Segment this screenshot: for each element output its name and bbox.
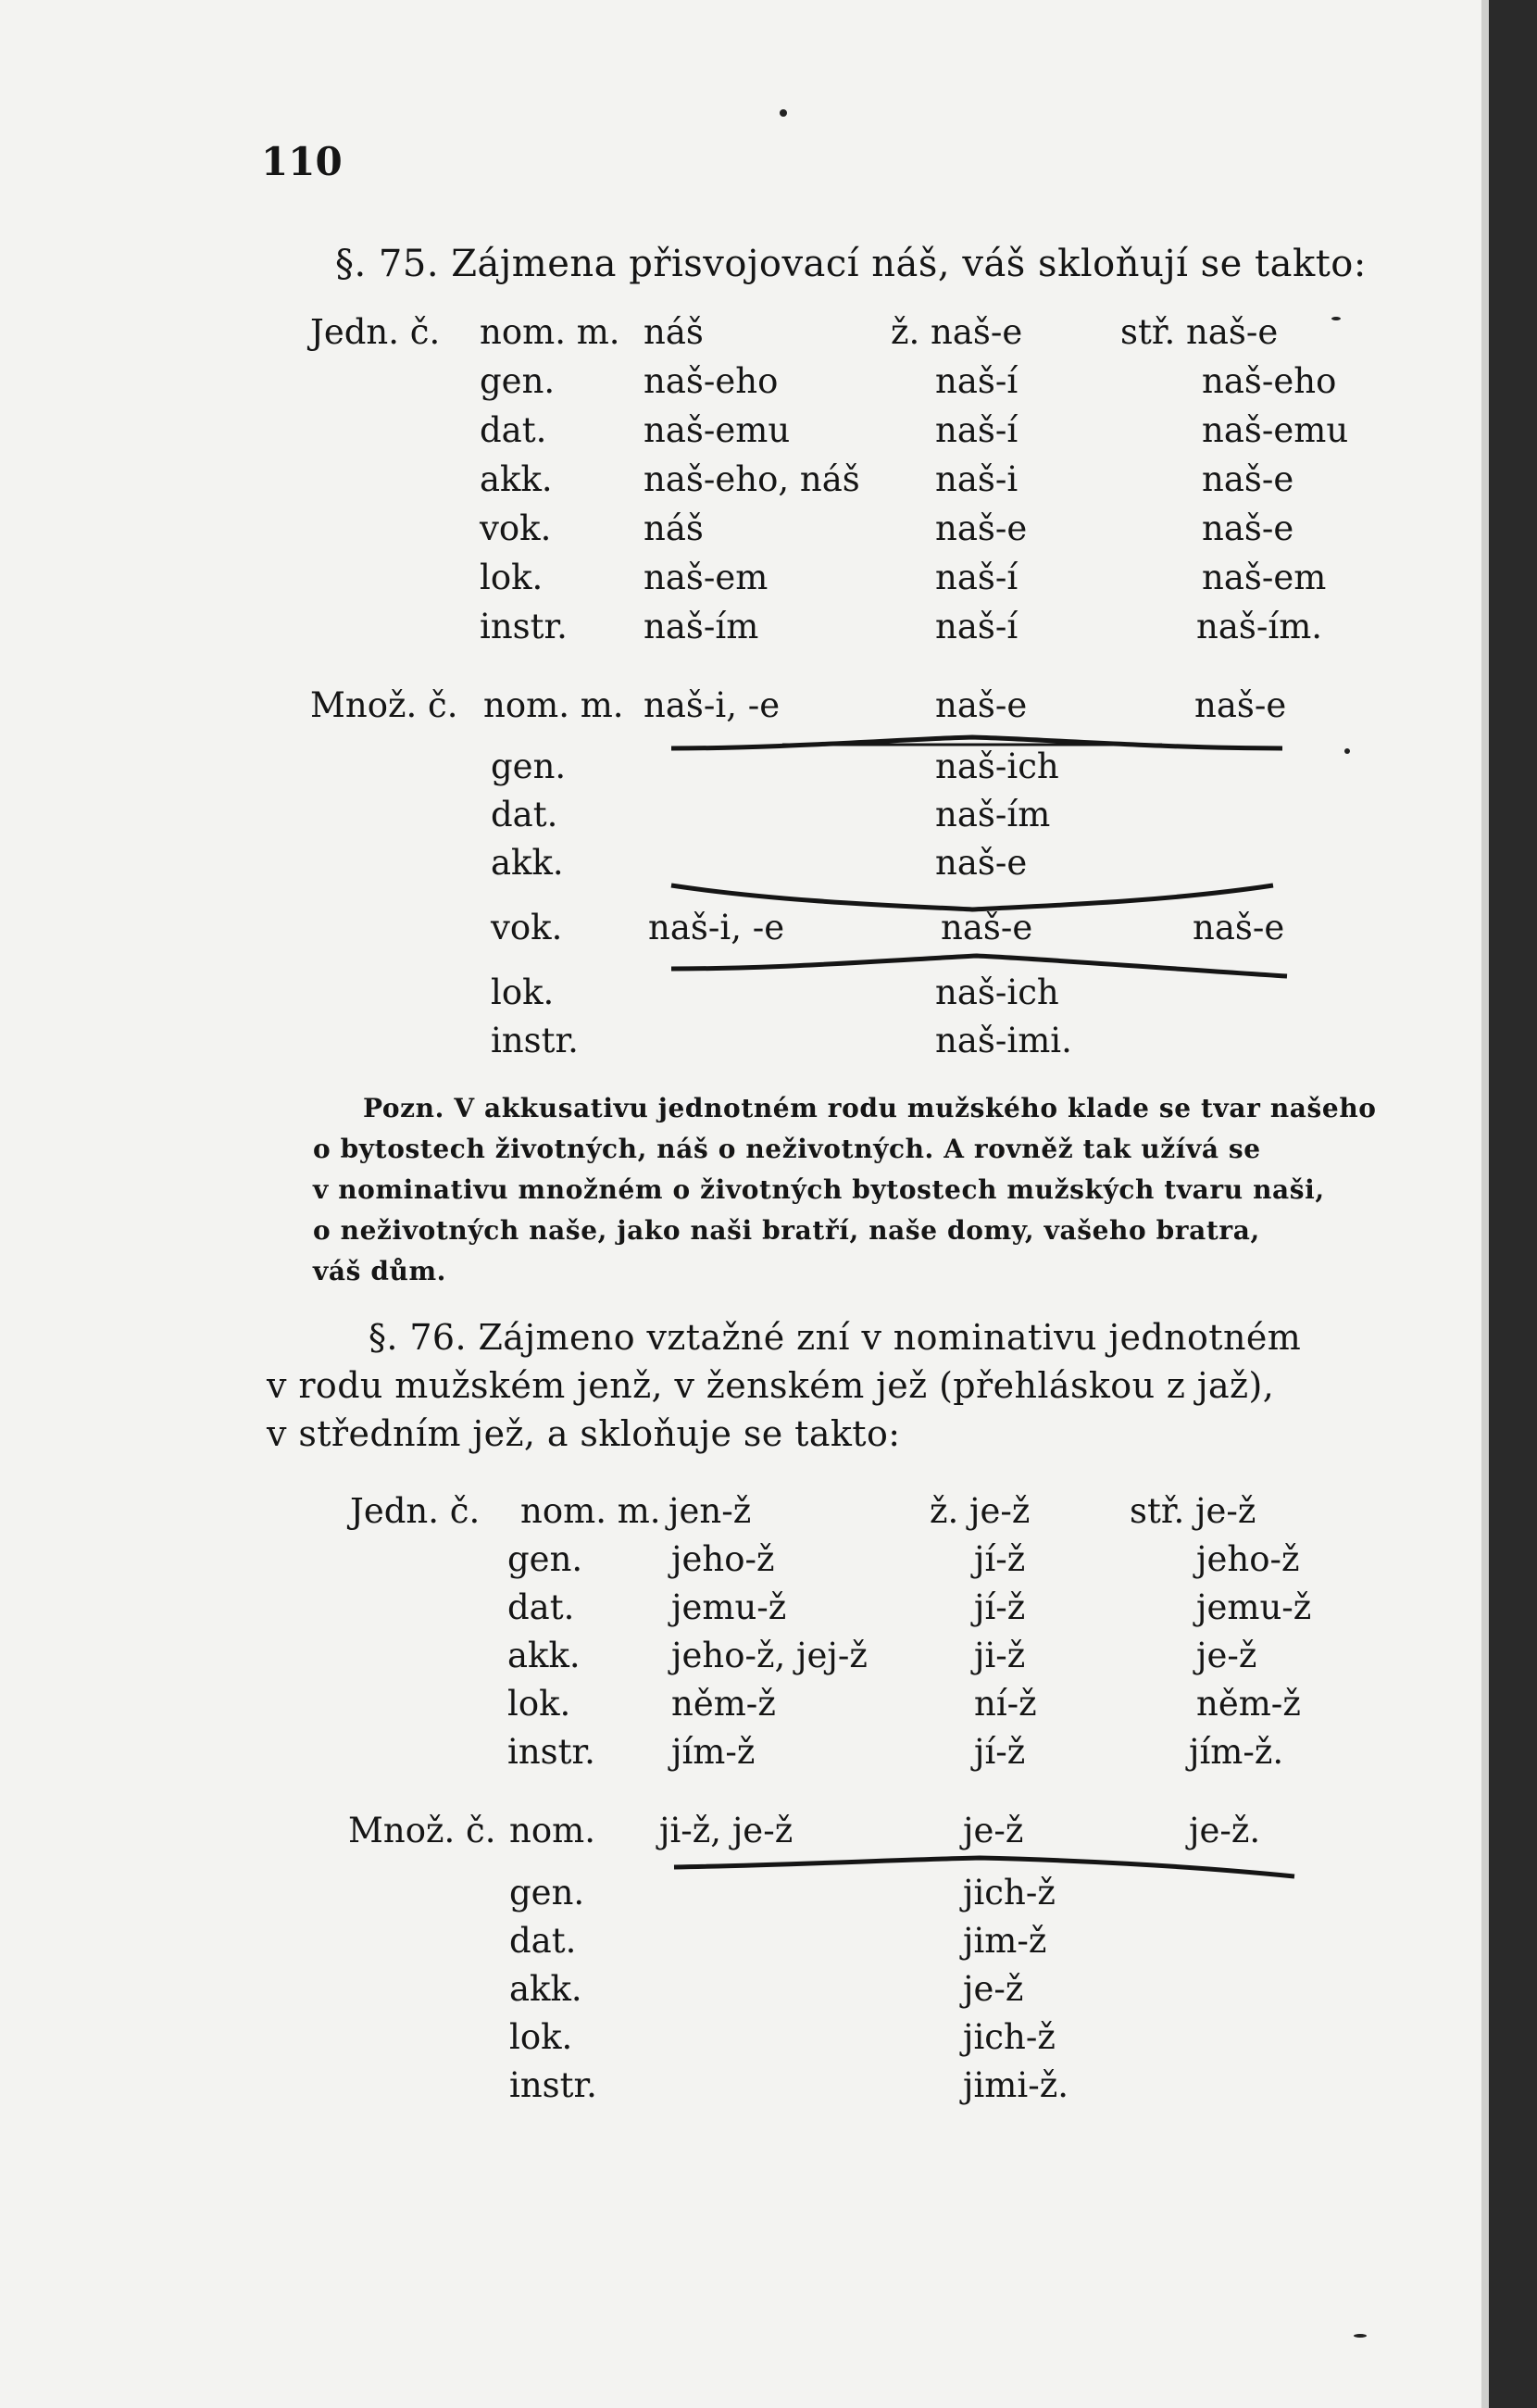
case-label: lok. — [491, 972, 555, 1012]
scan-speck — [780, 109, 787, 117]
fem-form: jí-ž — [974, 1732, 1026, 1772]
case-label: nom. m. — [520, 1491, 661, 1531]
neut-form: je-ž — [1196, 1636, 1257, 1675]
neut-form: naš-e — [1202, 508, 1294, 548]
neut-form: jím-ž. — [1189, 1732, 1284, 1772]
fem-form: naš-í — [935, 410, 1018, 450]
fem-form: ji-ž — [974, 1636, 1026, 1675]
common-form: jich-ž — [963, 1873, 1056, 1913]
fem-form: naš-í — [935, 558, 1018, 597]
number-label: Jedn. č. — [310, 312, 441, 352]
masc-form: naš-eho, náš — [644, 459, 860, 499]
neut-form: je-ž. — [1189, 1811, 1261, 1850]
page-number: 110 — [261, 139, 343, 184]
case-label: instr. — [507, 1732, 595, 1772]
note-line: o neživotných naše, jako naši bratří, naše domy, vašeho bratra, — [313, 1215, 1260, 1246]
common-form: naš-e — [935, 843, 1028, 883]
case-label: dat. — [507, 1587, 575, 1627]
neut-form: naš-ím. — [1196, 607, 1323, 646]
case-label: vok. — [480, 508, 552, 548]
masc-form: jemu-ž — [671, 1587, 787, 1627]
number-label: Množ. č. — [348, 1811, 496, 1850]
masc-form: naš-ím — [644, 607, 759, 646]
fem-form: jí-ž — [974, 1587, 1026, 1627]
book-binding-edge — [1489, 0, 1537, 2408]
masc-form: naš-em — [644, 558, 768, 597]
neut-form: naš-e — [1193, 908, 1285, 947]
scan-speck — [1331, 317, 1341, 320]
neut-form: naš-e — [1202, 459, 1294, 499]
case-label: gen. — [509, 1873, 585, 1913]
masc-form: naš-eho — [644, 361, 779, 401]
fem-form: naš-i — [935, 459, 1018, 499]
note-line: Pozn. V akkusativu jednotném rodu mužského klade se tvar našeho — [363, 1093, 1377, 1123]
common-form: jim-ž — [963, 1921, 1047, 1961]
masc-form: naš-emu — [644, 410, 791, 450]
case-label: instr. — [509, 2065, 597, 2105]
case-label: dat. — [491, 795, 558, 834]
common-form: jimi-ž. — [963, 2065, 1068, 2105]
common-form: naš-imi. — [935, 1021, 1072, 1060]
fem-form: ž. naš-e — [891, 312, 1023, 352]
scan-speck — [1344, 748, 1350, 754]
fem-form: naš-í — [935, 607, 1018, 646]
fem-form: ž. je-ž — [930, 1491, 1031, 1531]
paragraph-line: v středním jež, a skloňuje se takto: — [267, 1413, 901, 1454]
common-form: je-ž — [963, 1969, 1024, 2009]
masc-form: náš — [644, 508, 704, 548]
case-label: nom. m. — [480, 312, 620, 352]
note-line: o bytostech životných, náš o neživotných. A rovněž tak užívá se — [313, 1134, 1261, 1164]
masc-form: jím-ž — [671, 1732, 756, 1772]
case-label: gen. — [507, 1539, 583, 1579]
fem-form: je-ž — [963, 1811, 1024, 1850]
scan-speck — [1354, 2334, 1367, 2338]
neut-form: jeho-ž — [1196, 1539, 1300, 1579]
fem-form: naš-e — [935, 508, 1028, 548]
number-label: Množ. č. — [310, 685, 458, 725]
case-label: lok. — [509, 2017, 573, 2057]
case-label: gen. — [491, 746, 567, 786]
masc-form: ji-ž, je-ž — [659, 1811, 793, 1850]
case-label: dat. — [509, 1921, 577, 1961]
paragraph-line: v rodu mužském jenž, v ženském jež (přehláskou z jaž), — [267, 1365, 1275, 1406]
section-75-heading: §. 75. Zájmena přisvojovací náš, váš skloňují se takto: — [335, 243, 1367, 285]
number-label: Jedn. č. — [350, 1491, 481, 1531]
neut-form: něm-ž — [1196, 1684, 1301, 1724]
masc-form: naš-i, -e — [648, 908, 785, 947]
neut-form: naš-emu — [1202, 410, 1349, 450]
common-form: naš-ich — [935, 746, 1059, 786]
masc-form: náš — [644, 312, 704, 352]
case-label: gen. — [480, 361, 556, 401]
fem-form: naš-e — [941, 908, 1033, 947]
case-label: vok. — [491, 908, 563, 947]
case-label: akk. — [509, 1969, 582, 2009]
common-form: naš-ich — [935, 972, 1059, 1012]
case-label: akk. — [507, 1636, 581, 1675]
common-form: jich-ž — [963, 2017, 1056, 2057]
case-label: instr. — [491, 1021, 579, 1060]
masc-form: naš-i, -e — [644, 685, 781, 725]
neut-form: naš-eho — [1202, 361, 1337, 401]
neut-form: naš-e — [1194, 685, 1287, 725]
paragraph-line: §. 76. Zájmeno vztažné zní v nominativu jednotném — [369, 1317, 1302, 1358]
case-label: akk. — [480, 459, 553, 499]
neut-form: naš-em — [1202, 558, 1327, 597]
fem-form: naš-e — [935, 685, 1028, 725]
case-label: dat. — [480, 410, 547, 450]
fem-form: ní-ž — [974, 1684, 1037, 1724]
note-line: váš dům. — [313, 1256, 447, 1286]
case-label: instr. — [480, 607, 568, 646]
case-label: lok. — [480, 558, 544, 597]
note-line: v nominativu množném o životných bytostech mužských tvaru naši, — [313, 1174, 1325, 1205]
masc-form: něm-ž — [671, 1684, 776, 1724]
masc-form: jen-ž — [669, 1491, 752, 1531]
neut-form: stř. je-ž — [1130, 1491, 1256, 1531]
neut-form: jemu-ž — [1196, 1587, 1312, 1627]
masc-form: jeho-ž — [671, 1539, 775, 1579]
common-form: naš-ím — [935, 795, 1051, 834]
fem-form: jí-ž — [974, 1539, 1026, 1579]
case-label: nom. — [509, 1811, 595, 1850]
case-label: akk. — [491, 843, 564, 883]
fem-form: naš-í — [935, 361, 1018, 401]
masc-form: jeho-ž, jej-ž — [671, 1636, 868, 1675]
neut-form: stř. naš-e — [1120, 312, 1279, 352]
case-label: nom. m. — [483, 685, 624, 725]
case-label: lok. — [507, 1684, 571, 1724]
